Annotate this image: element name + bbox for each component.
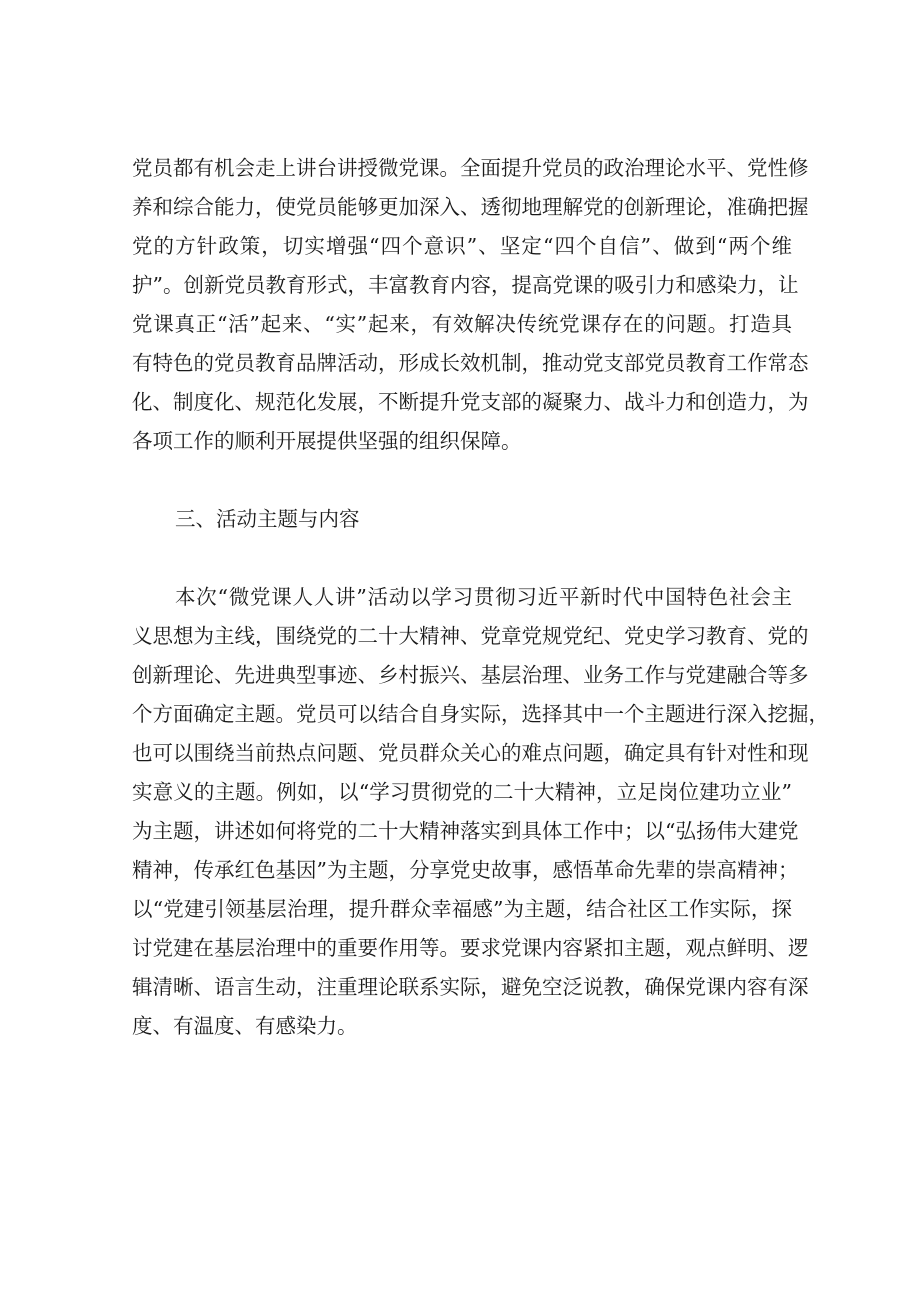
paragraph-2-line-8: 精神，传承红色基因”为主题，分享党史故事，感悟革命先辈的崇高精神； [132, 858, 799, 882]
paragraph-2-line-11: 辑清晰、语言生动，注重理论联系实际，避免空泛说教，确保党课内容有深 [132, 975, 809, 999]
paragraph-1-line-3: 党的方针政策，切实增强“四个意识”、坚定“四个自信”、做到“两个维 [132, 234, 792, 258]
paragraph-2-line-7: 为主题，讲述如何将党的二十大精神落实到具体工作中；以“弘扬伟大建党 [132, 819, 799, 843]
section-heading: 三、活动主题与内容 [175, 507, 360, 531]
paragraph-1-line-8: 各项工作的顺利开展提供坚强的组织保障。 [132, 429, 522, 453]
paragraph-1-line-2: 养和综合能力，使党员能够更加深入、透彻地理解党的创新理论，准确把握 [132, 195, 809, 219]
paragraph-2-line-10: 讨党建在基层治理中的重要作用等。要求党课内容紧扣主题，观点鲜明、逻 [132, 936, 809, 960]
paragraph-2-line-9: 以“党建引领基层治理，提升群众幸福感”为主题，结合社区工作实际，探 [132, 897, 792, 921]
paragraph-1-line-7: 化、制度化、规范化发展，不断提升党支部的凝聚力、战斗力和创造力，为 [132, 390, 809, 414]
paragraph-2-line-1: 本次“微党课人人讲”活动以学习贯彻习近平新时代中国特色社会主 [175, 585, 792, 609]
paragraph-2-line-4: 个方面确定主题。党员可以结合自身实际，选择其中一个主题进行深入挖掘， [132, 702, 829, 726]
paragraph-1-line-1: 党员都有机会走上讲台讲授微党课。全面提升党员的政治理论水平、党性修 [132, 156, 809, 180]
paragraph-2-line-3: 创新理论、先进典型事迹、乡村振兴、基层治理、业务工作与党建融合等多 [132, 663, 809, 687]
paragraph-1-line-5: 党课真正“活”起来、“实”起来，有效解决传统党课存在的问题。打造具 [132, 312, 792, 336]
paragraph-2-line-5: 也可以围绕当前热点问题、党员群众关心的难点问题，确定具有针对性和现 [132, 741, 809, 765]
paragraph-1-line-6: 有特色的党员教育品牌活动，形成长效机制，推动党支部党员教育工作常态 [132, 351, 809, 375]
paragraph-2-line-2: 义思想为主线，围绕党的二十大精神、党章党规党纪、党史学习教育、党的 [132, 624, 809, 648]
paragraph-1-line-4: 护”。创新党员教育形式，丰富教育内容，提高党课的吸引力和感染力，让 [132, 273, 799, 297]
paragraph-2-line-12: 度、有温度、有感染力。 [132, 1014, 358, 1038]
paragraph-2-line-6: 实意义的主题。例如，以“学习贯彻党的二十大精神，立足岗位建功立业” [132, 780, 792, 804]
